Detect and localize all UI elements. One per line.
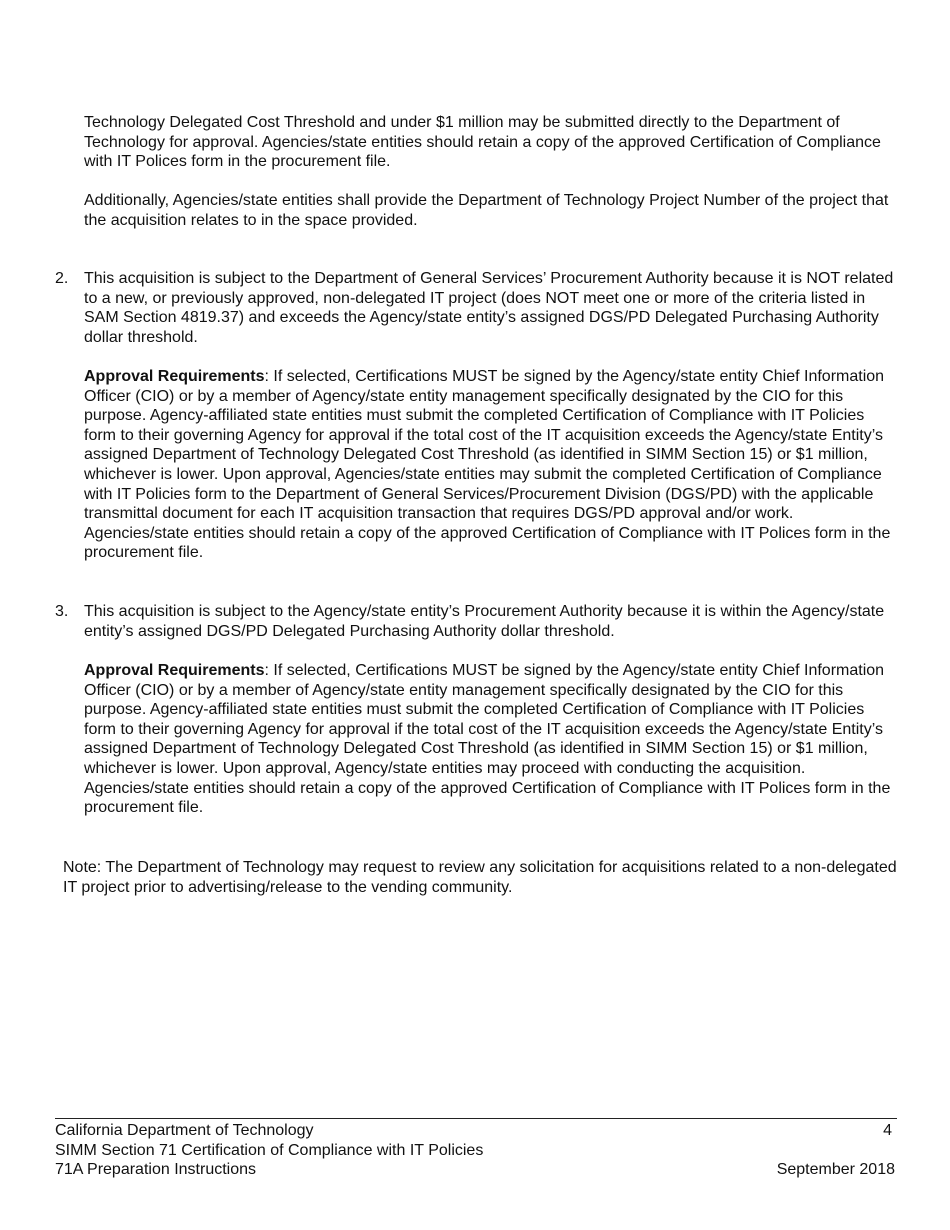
approval-requirements-text: : If selected, Certifications MUST be signed by the Agency/state entity Chief Information Officer (CIO) or by a member of Agency/state entity management specifically designated by the CIO for this purpose. Agency-affiliated state entities must submit the completed Certification of Compliance with IT Policies form to their governing Agency for approval if the total cost of the IT acquisition exceeds the Agency/state Entity’s assigned Department of Technology Delegated Cost Threshold (as identified in SIMM Section 15) or $1 million, whichever is lower. Upon approval, Agency/state entities may proceed with conducting the acquisition. Agencies/state entities should retain a copy of the approved Certification of Compliance with IT Polices form in the procurement file. <box>84 662 891 817</box>
item-number: 3. <box>55 603 69 620</box>
approval-requirements-paragraph <box>84 367 899 563</box>
item-number: 2. <box>55 270 69 287</box>
item-description: This acquisition is subject to the Agency/state entity’s Procurement Authority because it is within the Agency/state entity’s assigned DGS/PD Delegated Purchasing Authority dollar threshold. <box>84 603 885 640</box>
approval-requirements-text: : If selected, Certifications MUST be signed by the Agency/state entity Chief Information Officer (CIO) or by a member of Agency/state entity management specifically designated by the CIO for this purpose. Agency-affiliated state entities must submit the completed Certification of Compliance with IT Policies form to their governing Agency for approval if the total cost of the IT acquisition exceeds the Agency/state Entity’s assigned Department of Technology Delegated Cost Threshold (as identified in SIMM Section 15) or $1 million, whichever is lower. Upon approval, Agencies/state entities may submit the completed Certification of Compliance with IT Policies form to the Department of General Services/Procurement Division (DGS/PD) with the applicable transmittal document for each IT acquisition transaction that requires DGS/PD approval and/or work. Agencies/state entities should retain a copy of the approved Certification of Compliance with IT Polices form in the procurement file. <box>84 368 891 562</box>
approval-requirements-label: Approval Requirements <box>84 662 265 679</box>
page-number: 4 <box>883 1122 892 1139</box>
footer-organization: California Department of Technology <box>55 1122 314 1139</box>
footer-divider <box>55 1118 897 1119</box>
note-paragraph: Note: The Department of Technology may request to review any solicitation for acquisitions related to a non-delegated IT project prior to advertising/release to the vending community. <box>63 859 897 896</box>
footer-document-title: SIMM Section 71 Certification of Compliance with IT Policies <box>55 1142 484 1159</box>
continuation-paragraph-1: Technology Delegated Cost Threshold and under $1 million may be submitted directly to the Department of Technology for approval. Agencies/state entities should retain a copy of the approved Certification of Compliance with IT Polices form in the procurement file. <box>84 114 881 171</box>
approval-requirements-label: Approval Requirements <box>84 368 265 385</box>
continuation-paragraph-2: Additionally, Agencies/state entities shall provide the Department of Technology Project Number of the project that the acquisition relates to in the space provided. <box>84 192 889 229</box>
footer-document-subtitle: 71A Preparation Instructions <box>55 1161 257 1178</box>
footer-date: September 2018 <box>776 1161 895 1178</box>
approval-requirements-paragraph <box>84 661 899 818</box>
item-description: This acquisition is subject to the Department of General Services’ Procurement Authority because it is NOT related to a new, or previously approved, non-delegated IT project (does NOT meet one or more of the criteria listed in SAM Section 4819.37) and exceeds the Agency/state entity’s assigned DGS/PD Delegated Purchasing Authority dollar threshold. <box>84 270 894 346</box>
